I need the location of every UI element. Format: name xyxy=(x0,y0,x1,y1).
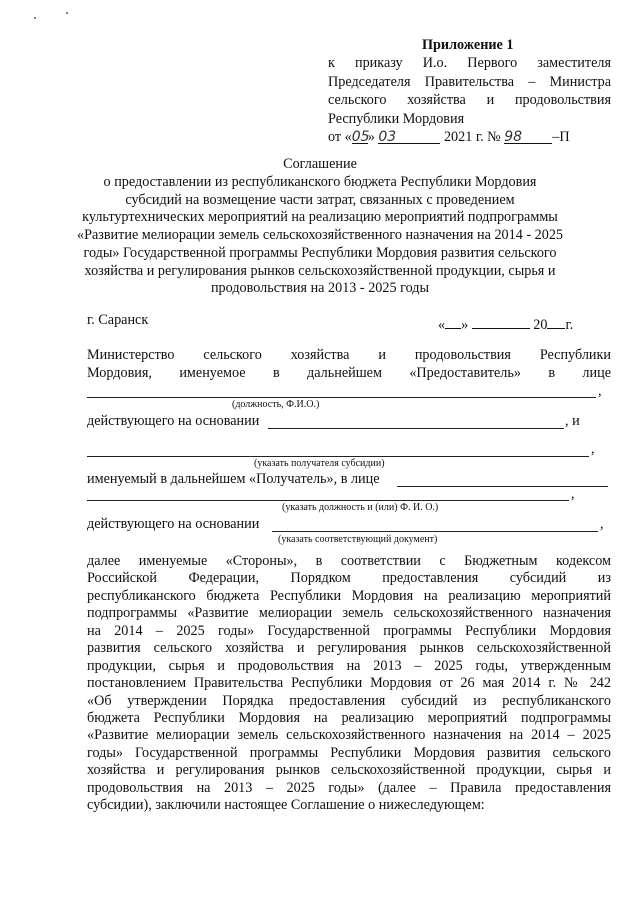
month-blank xyxy=(472,313,530,329)
day-handwritten: 05 xyxy=(351,129,370,145)
paragraph-line: «Об утверждении Порядка предоставления субсидий из республиканского xyxy=(87,692,611,709)
agreement-date xyxy=(438,313,573,334)
appendix-line: Республики Мордовия xyxy=(328,110,465,127)
paragraph-line: далее именуемые «Стороны», в соответствии с Бюджетным кодексом xyxy=(87,553,611,569)
number-handwritten: 98 xyxy=(504,129,523,145)
paragraph-line: субсидии), заключили настоящее Соглашение о нижеследующем: xyxy=(87,797,485,814)
date-quote-open: « xyxy=(438,317,446,333)
recipient-label: именуемый в дальнейшем «Получатель», в лице xyxy=(87,471,380,487)
acting-basis-label-2: действующего на основании xyxy=(87,516,260,532)
number-field xyxy=(504,128,552,144)
number-suffix: –П xyxy=(552,129,570,145)
paragraph-line: годы» Государственной программы Республики Мордовия развития сельского xyxy=(87,744,611,761)
ministry-line-2: Мордовия, именуемое в дальнейшем «Предоставитель» в лице xyxy=(87,365,611,381)
caption-document: (указать соответствующий документ) xyxy=(278,534,438,545)
subtitle-line: субсидий на возмещение части затрат, связанных с проведением xyxy=(125,191,515,208)
day-field xyxy=(352,128,368,144)
and-label: , и xyxy=(565,413,580,429)
date-prefix: от « xyxy=(328,129,352,145)
basis-blank xyxy=(268,428,564,429)
caption-position: (должность, Ф.И.О.) xyxy=(232,399,320,410)
appendix-title: Приложение 1 xyxy=(422,37,514,53)
acting-basis-label: действующего на основании xyxy=(87,413,260,429)
paragraph-line: развития сельского хозяйства и регулирования рынков сельскохозяйственной xyxy=(87,640,611,657)
paragraph-line: бюджета Республики Мордовия на реализацию мероприятий подпрограммы xyxy=(87,709,611,726)
recipient-blank xyxy=(87,456,589,457)
comma: , xyxy=(598,383,602,399)
subtitle-line: годы» Государственной программы Республики Мордовия развития сельского xyxy=(83,244,557,261)
month-handwritten: 03 xyxy=(378,129,397,145)
preamble-paragraph xyxy=(87,553,611,815)
appendix-order-date xyxy=(328,128,611,147)
year-number-label: 2021 г. № xyxy=(443,129,501,145)
paragraph-line: «Развитие мелиорации земель сельскохозяйственного назначения на 2014 – 2025 xyxy=(87,727,611,744)
position-blank xyxy=(87,397,596,398)
scan-speck xyxy=(34,17,36,19)
agreement-subtitle xyxy=(70,174,570,298)
paragraph-line: республиканского бюджета Республики Мордовия на реализацию мероприятий xyxy=(87,587,611,604)
paragraph-line: на 2014 – 2025 годы» Государственной программы Республики Мордовия xyxy=(87,622,611,639)
city: г. Саранск xyxy=(87,312,149,328)
date-mid: » xyxy=(367,129,375,145)
comma: , xyxy=(571,486,575,502)
comma: , xyxy=(600,516,604,532)
ministry-line-1: Министерство сельского хозяйства и продовольствия Республики xyxy=(87,347,611,363)
appendix-line: Председателя Правительства – Министра xyxy=(328,73,611,90)
caption-position-fio: (указать должность и (или) Ф. И. О.) xyxy=(282,502,439,513)
paragraph-line: Российской Федерации, Порядком предоставления субсидий из xyxy=(87,570,611,587)
paragraph-line: подпрограммы «Развитие мелиорации земель сельскохозяйственного назначения xyxy=(87,605,611,622)
year-blank xyxy=(547,313,565,329)
document-blank xyxy=(272,531,598,532)
recipient-person-blank-2 xyxy=(87,500,569,501)
paragraph-line: продовольствия на 2013 – 2025 годы» (далее – Правила предоставления xyxy=(87,779,611,796)
paragraph-line: хозяйства и регулирования рынков сельскохозяйственной продукции, сырья и xyxy=(87,762,611,779)
paragraph-line: постановлением Правительства Республики Мордовия от 26 мая 2014 г. № 242 xyxy=(87,675,611,692)
day-blank xyxy=(445,313,461,329)
appendix-line: к приказу И.о. Первого заместителя xyxy=(328,55,611,71)
agreement-title: Соглашение xyxy=(283,156,357,172)
year-prefix: 20 xyxy=(533,317,548,333)
appendix-line: сельского хозяйства и продовольствия xyxy=(328,92,611,108)
month-field xyxy=(378,128,440,144)
subtitle-line: «Развитие мелиорации земель сельскохозяйственного назначения на 2014 - 2025 xyxy=(76,227,564,244)
subtitle-line: о предоставлении из республиканского бюджета Республики Мордовия xyxy=(103,174,537,190)
year-suffix: г. xyxy=(565,317,574,333)
caption-recipient: (указать получателя субсидии) xyxy=(254,458,385,469)
scan-speck xyxy=(66,12,68,14)
subtitle-line: продовольствия на 2013 - 2025 годы xyxy=(210,280,430,297)
recipient-person-blank xyxy=(397,486,608,487)
subtitle-line: хозяйства и регулирования рынков сельскохозяйственной продукции, сырья и xyxy=(84,262,556,279)
paragraph-line: продукции, сырья и продовольствия на 2013 – 2025 годы, утвержденным xyxy=(87,657,611,674)
subtitle-line: культуртехнических мероприятий на реализацию мероприятий подпрограммы xyxy=(82,209,558,226)
date-quote-close: » xyxy=(461,317,469,333)
comma: , xyxy=(591,441,595,457)
